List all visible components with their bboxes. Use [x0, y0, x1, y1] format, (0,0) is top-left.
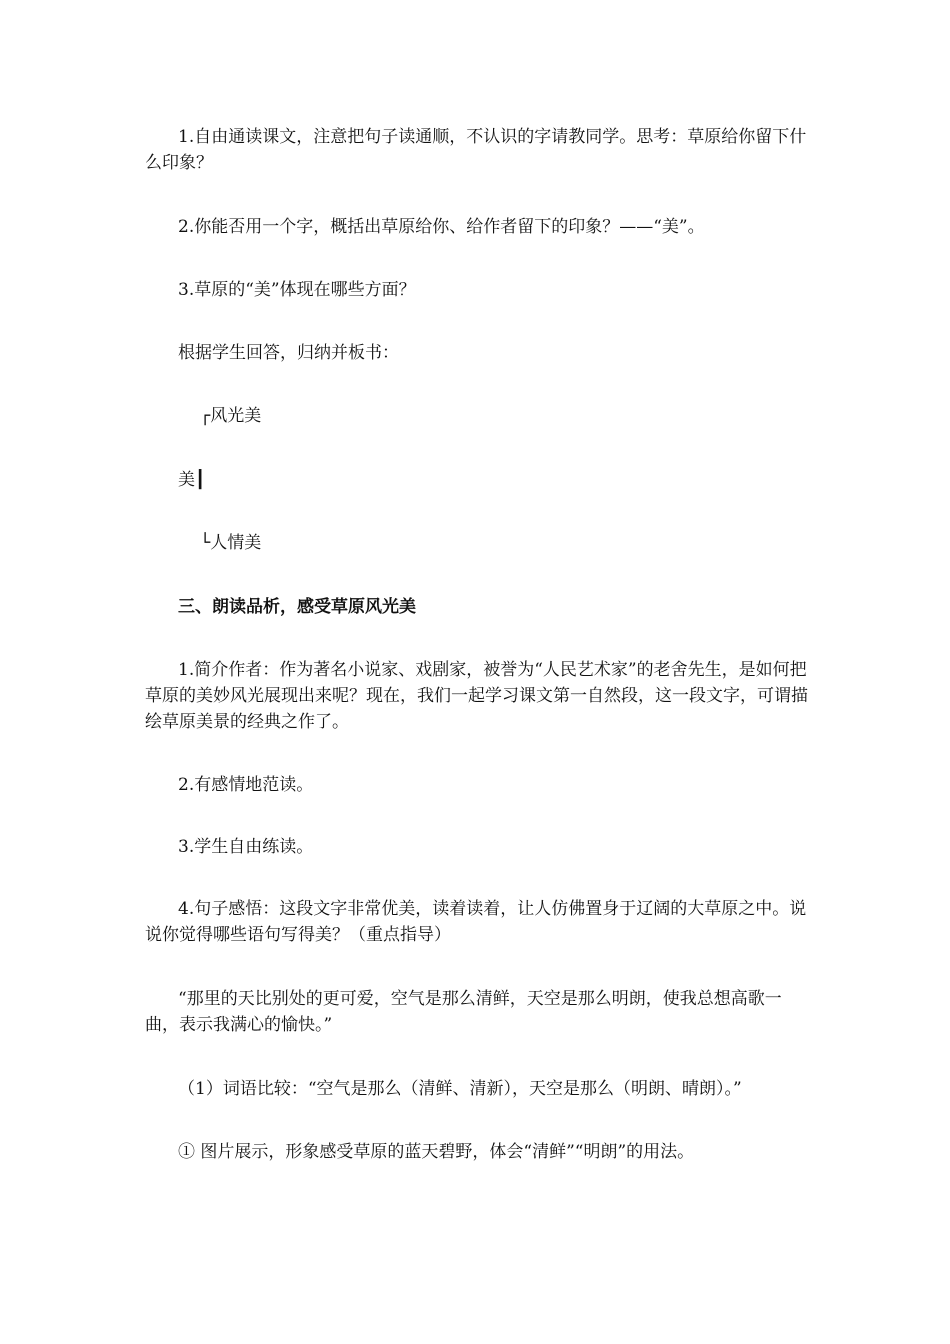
- paragraph-word-comparison: （1）词语比较：“空气是那么（清鲜、清新），天空是那么（明朗、晴朗）。”: [178, 1079, 742, 1099]
- board-item-root: 美┃: [178, 470, 206, 490]
- paragraph-picture-display: ① 图片展示，形象感受草原的蓝天碧野，体会“清鲜”“明朗”的用法。: [178, 1142, 695, 1162]
- section-heading-3: 三、朗读品析，感受草原风光美: [178, 597, 416, 617]
- paragraph-sentence-appreciation: 4.句子感悟：这段文字非常优美，读着读着，让人仿佛置身于辽阔的大草原之中。说说你觉得哪些语句写得美？（重点指导）: [145, 899, 807, 945]
- board-item-people: └人情美: [200, 533, 262, 553]
- paragraph-practice-reading: 3.学生自由练读。: [178, 837, 314, 857]
- paragraph-quote: “那里的天比别处的更可爱，空气是那么清鲜，天空是那么明朗，使我总想高歌一曲，表示我满心的愉快。”: [145, 989, 782, 1035]
- paragraph-reading-task-2: 2.你能否用一个字，概括出草原给你、给作者留下的印象？——“美”。: [178, 217, 705, 237]
- paragraph-board-intro: 根据学生回答，归纳并板书：: [178, 343, 399, 363]
- paragraph-reading-task-3: 3.草原的“美”体现在哪些方面？: [178, 280, 416, 300]
- paragraph-model-reading: 2.有感情地范读。: [178, 775, 314, 795]
- board-item-scenery: ┌风光美: [200, 406, 262, 426]
- paragraph-author-intro: 1.简介作者：作为著名小说家、戏剧家，被誉为“人民艺术家”的老舍先生，是如何把草原的美妙风光展现出来呢？现在，我们一起学习课文第一自然段，这一段文字，可谓描绘草原美景的经典之作了。: [145, 660, 808, 732]
- paragraph-reading-task-1: 1.自由通读课文，注意把句子读通顺，不认识的字请教同学。思考：草原给你留下什么印象？: [145, 127, 807, 173]
